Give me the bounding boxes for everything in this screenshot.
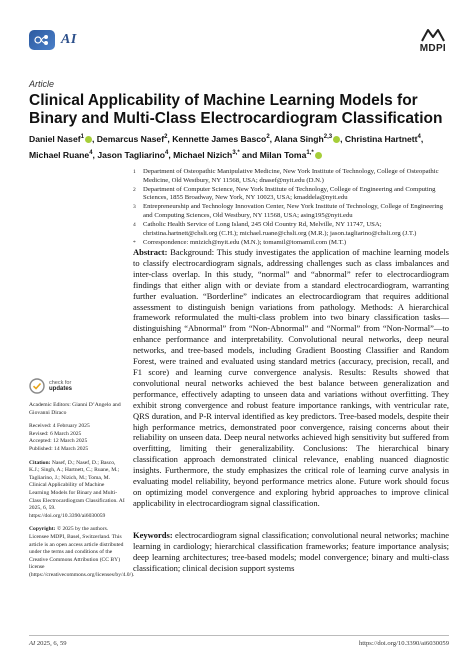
citation [29, 460, 125, 521]
affiliation-item [133, 221, 453, 238]
author[interactable] [97, 134, 172, 144]
footer-doi-link[interactable]: https://doi.org/10.3390/ai6030059 [359, 640, 449, 647]
footer-journal: AI [29, 640, 36, 647]
abstract-text: Background: This study investigates the application of machine learning models to classify electrocardiogram signals, addressing challenges such as class imbalances and inter-class overlap. In this study, “normal” and “abnormal” refer to electrocardiogram findings that either align with or deviate from a standard electrocardiogram, warranting further evaluation. “Borderline” indicates an electrocardiogram that requires additional assessment to distinguish benign variations from pathology. Methods: A hierarchical framework reformulated the multi-class problem into two binary classification tasks—distinguishing “Abnormal” from “Non-Abnormal” and “Normal” from “Non-Normal”—to enhance performance and interpretability. Convolutional neural networks, deep neural networks, and tree-based models, including Gradient Boosting Classifier and Random Forest, were trained and evaluated using standard metrics (accuracy, precision, recall, and F1 score) and learning curve convergence analysis. Results: Results showed that convolutional neural networks achieved the best balance between generalization and performance, effectively adapting to unseen data and variations without overfitting. They exhibit strong convergence and robust feature importance rankings, with ventricular rate, QRS duration, and P-R interval identified as key predictors. Tree-based models, despite their high performance metrics, demonstrated poor convergence, raising concerns about their reliability on unseen data. Deep neural networks achieved high sensitivity but suffered from overfitting, limiting their generalizability. Conclusions: The hierarchical binary classification approach demonstrated clinical relevance, enabling nuanced diagnostic insights. Furthermore, the study emphasizes the critical role of learning curve analysis in evaluating model reliability, beyond performance metrics alone. Future work should focus on optimizing model convergence and exploring hybrid approaches to improve clinical applicability in electrocardiogram signal classification. [133, 247, 449, 508]
published-date: Published: 14 March 2025 [29, 445, 89, 452]
revised-date: Revised: 6 March 2025 [29, 430, 82, 437]
journal-logo [29, 30, 77, 50]
author[interactable] [260, 150, 322, 160]
footer-divider [29, 635, 449, 636]
affiliation-text: Department of Computer Science, New York Institute of Technology, College of Engineering and Computing Sciences, 1855 Broadway, New York, NY 10023, USA; kmaddela@nyit.edu [143, 185, 436, 202]
author-name: Christina Hartnett [344, 133, 418, 144]
citation-label: Citation: [29, 459, 51, 466]
orcid-icon[interactable] [85, 136, 92, 143]
article-sidebar [29, 402, 135, 585]
accepted-date: Accepted: 12 March 2025 [29, 438, 88, 445]
author[interactable] [29, 150, 97, 160]
copyright [29, 526, 135, 579]
article-title: Clinical Applicability of Machine Learning Models for Binary and Multi-Class Electrocardiogram Classification [29, 92, 443, 127]
affiliation-number: 1 [133, 169, 136, 175]
publisher-name: MDPI [419, 43, 446, 54]
author-name: Jason Tagliarino [97, 149, 165, 160]
author-affiliation-sup: 2 [164, 134, 168, 140]
keywords-label: Keywords: [133, 530, 173, 540]
author-name: Daniel Nasef [29, 133, 81, 144]
affiliation-text: Correspondence: mnizich@nyit.edu (M.N.); tomamil@tomamil.com (M.T.) [143, 238, 347, 246]
author[interactable] [29, 134, 97, 144]
author-separator: , [420, 133, 424, 144]
keywords-text: electrocardiogram signal classification; convolutional neural networks; machine learning in cardiology; hierarchical classification frameworks; feature importance analysis; deep learning architectures; tree-based models; model convergence; binary and multi-class classification; clinical decision support systems [133, 530, 449, 573]
author[interactable] [173, 150, 260, 160]
author-separator: and [239, 149, 260, 160]
author-separator: , [340, 133, 345, 144]
affiliation-number: 3 [133, 204, 136, 211]
author-name: Kennette James Basco [172, 133, 267, 144]
brain-circuit-icon [29, 30, 55, 50]
author-affiliation-sup: 1 [80, 134, 84, 140]
author-name: Demarcus Nasef [96, 133, 165, 144]
author-separator: , [168, 149, 174, 160]
author-separator: , [91, 133, 97, 144]
author-affiliation-sup: 4 [164, 149, 169, 156]
affiliation-item [133, 186, 453, 203]
author[interactable] [345, 134, 423, 144]
affiliation-item [133, 168, 453, 185]
academic-editors: Academic Editors: Gianni D’Angelo and Giovanni Diraco [29, 402, 121, 416]
affiliations [133, 168, 453, 248]
author-separator: , [167, 133, 173, 144]
received-date: Received: 4 February 2025 [29, 423, 90, 430]
check-updates-line1: check for [49, 379, 72, 386]
mdpi-mark-icon [420, 28, 446, 42]
check-updates-line2: updates [49, 386, 73, 392]
check-updates-icon [29, 378, 45, 394]
affiliation-text: Department of Osteopathic Manipulative Medicine, New York Institute of Technology, College of Osteopathic Medicine, Old Westbury, NY 11568, USA; dnasef@nyit.edu (D.N.) [143, 168, 439, 184]
author[interactable] [97, 150, 173, 160]
article-type: Article [29, 79, 55, 89]
footer-citation [29, 640, 67, 647]
affiliation-text: Catholic Health Service of Long Island, 245 Old Country Rd, Melville, NY 11747, USA; christina.hartnett@chsli.org (C.H.); michael.ruane@chsli.org (M.R.); jason.tagliarino@chsli.org (J.T.) [143, 221, 417, 237]
author-list [29, 130, 449, 162]
author-affiliation-sup: 4 [89, 149, 93, 156]
author-separator: , [92, 149, 98, 160]
citation-text: Nasef, D.; Nasef, D.; Basco, K.J.; Singh, A.; Hartnett, C.; Ruane, M.; Tagliarino, J.; Nizich, M.; Toma, M. Clinical Applicability of Machine Learning Models for Binary and Multi-Class Electrocardiogram Classification. AI 2025, 6, 59. https://doi.org/10.3390/ai6030059 [29, 459, 125, 519]
affiliation-number: * [133, 239, 136, 246]
abstract [133, 247, 449, 509]
author-separator: , [269, 133, 275, 144]
orcid-icon[interactable] [315, 152, 322, 159]
keywords [133, 530, 449, 574]
author-name: Michael Ruane [29, 149, 90, 160]
check-for-updates-badge[interactable] [29, 378, 72, 394]
affiliation-number: 2 [133, 186, 136, 193]
author[interactable] [172, 134, 274, 144]
footer-volume: 2025, 6, 59 [35, 640, 67, 647]
author-affiliation-sup: 2 [266, 134, 270, 140]
author-affiliation-sup: 4 [417, 134, 421, 140]
journal-name: AI [61, 32, 77, 47]
author-affiliation-sup: 1,* [306, 149, 314, 156]
author-affiliation-sup: 2,3 [323, 134, 333, 140]
author[interactable] [274, 134, 345, 144]
author-name: Milan Toma [259, 149, 307, 160]
affiliation-text: Entrepreneurship and Technology Innovation Center, New York Institute of Technology, College of Engineering and Computing Sciences, Old Westbury, NY 11568, USA; asing195@nyit.edu [143, 203, 443, 219]
affiliation-number: 4 [133, 222, 136, 229]
author-name: Alana Singh [274, 133, 324, 144]
publisher-logo [420, 28, 446, 54]
copyright-label: Copyright: [29, 526, 56, 533]
abstract-label: Abstract: [133, 247, 168, 257]
copyright-text: © 2025 by the authors. Licensee MDPI, Basel, Switzerland. This article is an open access article distributed under the terms and conditions of the Creative Commons Attribution (CC BY) license (https://creativecommons.org/licenses/by/4.0/). [29, 526, 135, 578]
author-affiliation-sup: 3,* [232, 149, 240, 156]
affiliation-item [133, 203, 453, 220]
author-name: Michael Nizich [173, 149, 233, 160]
